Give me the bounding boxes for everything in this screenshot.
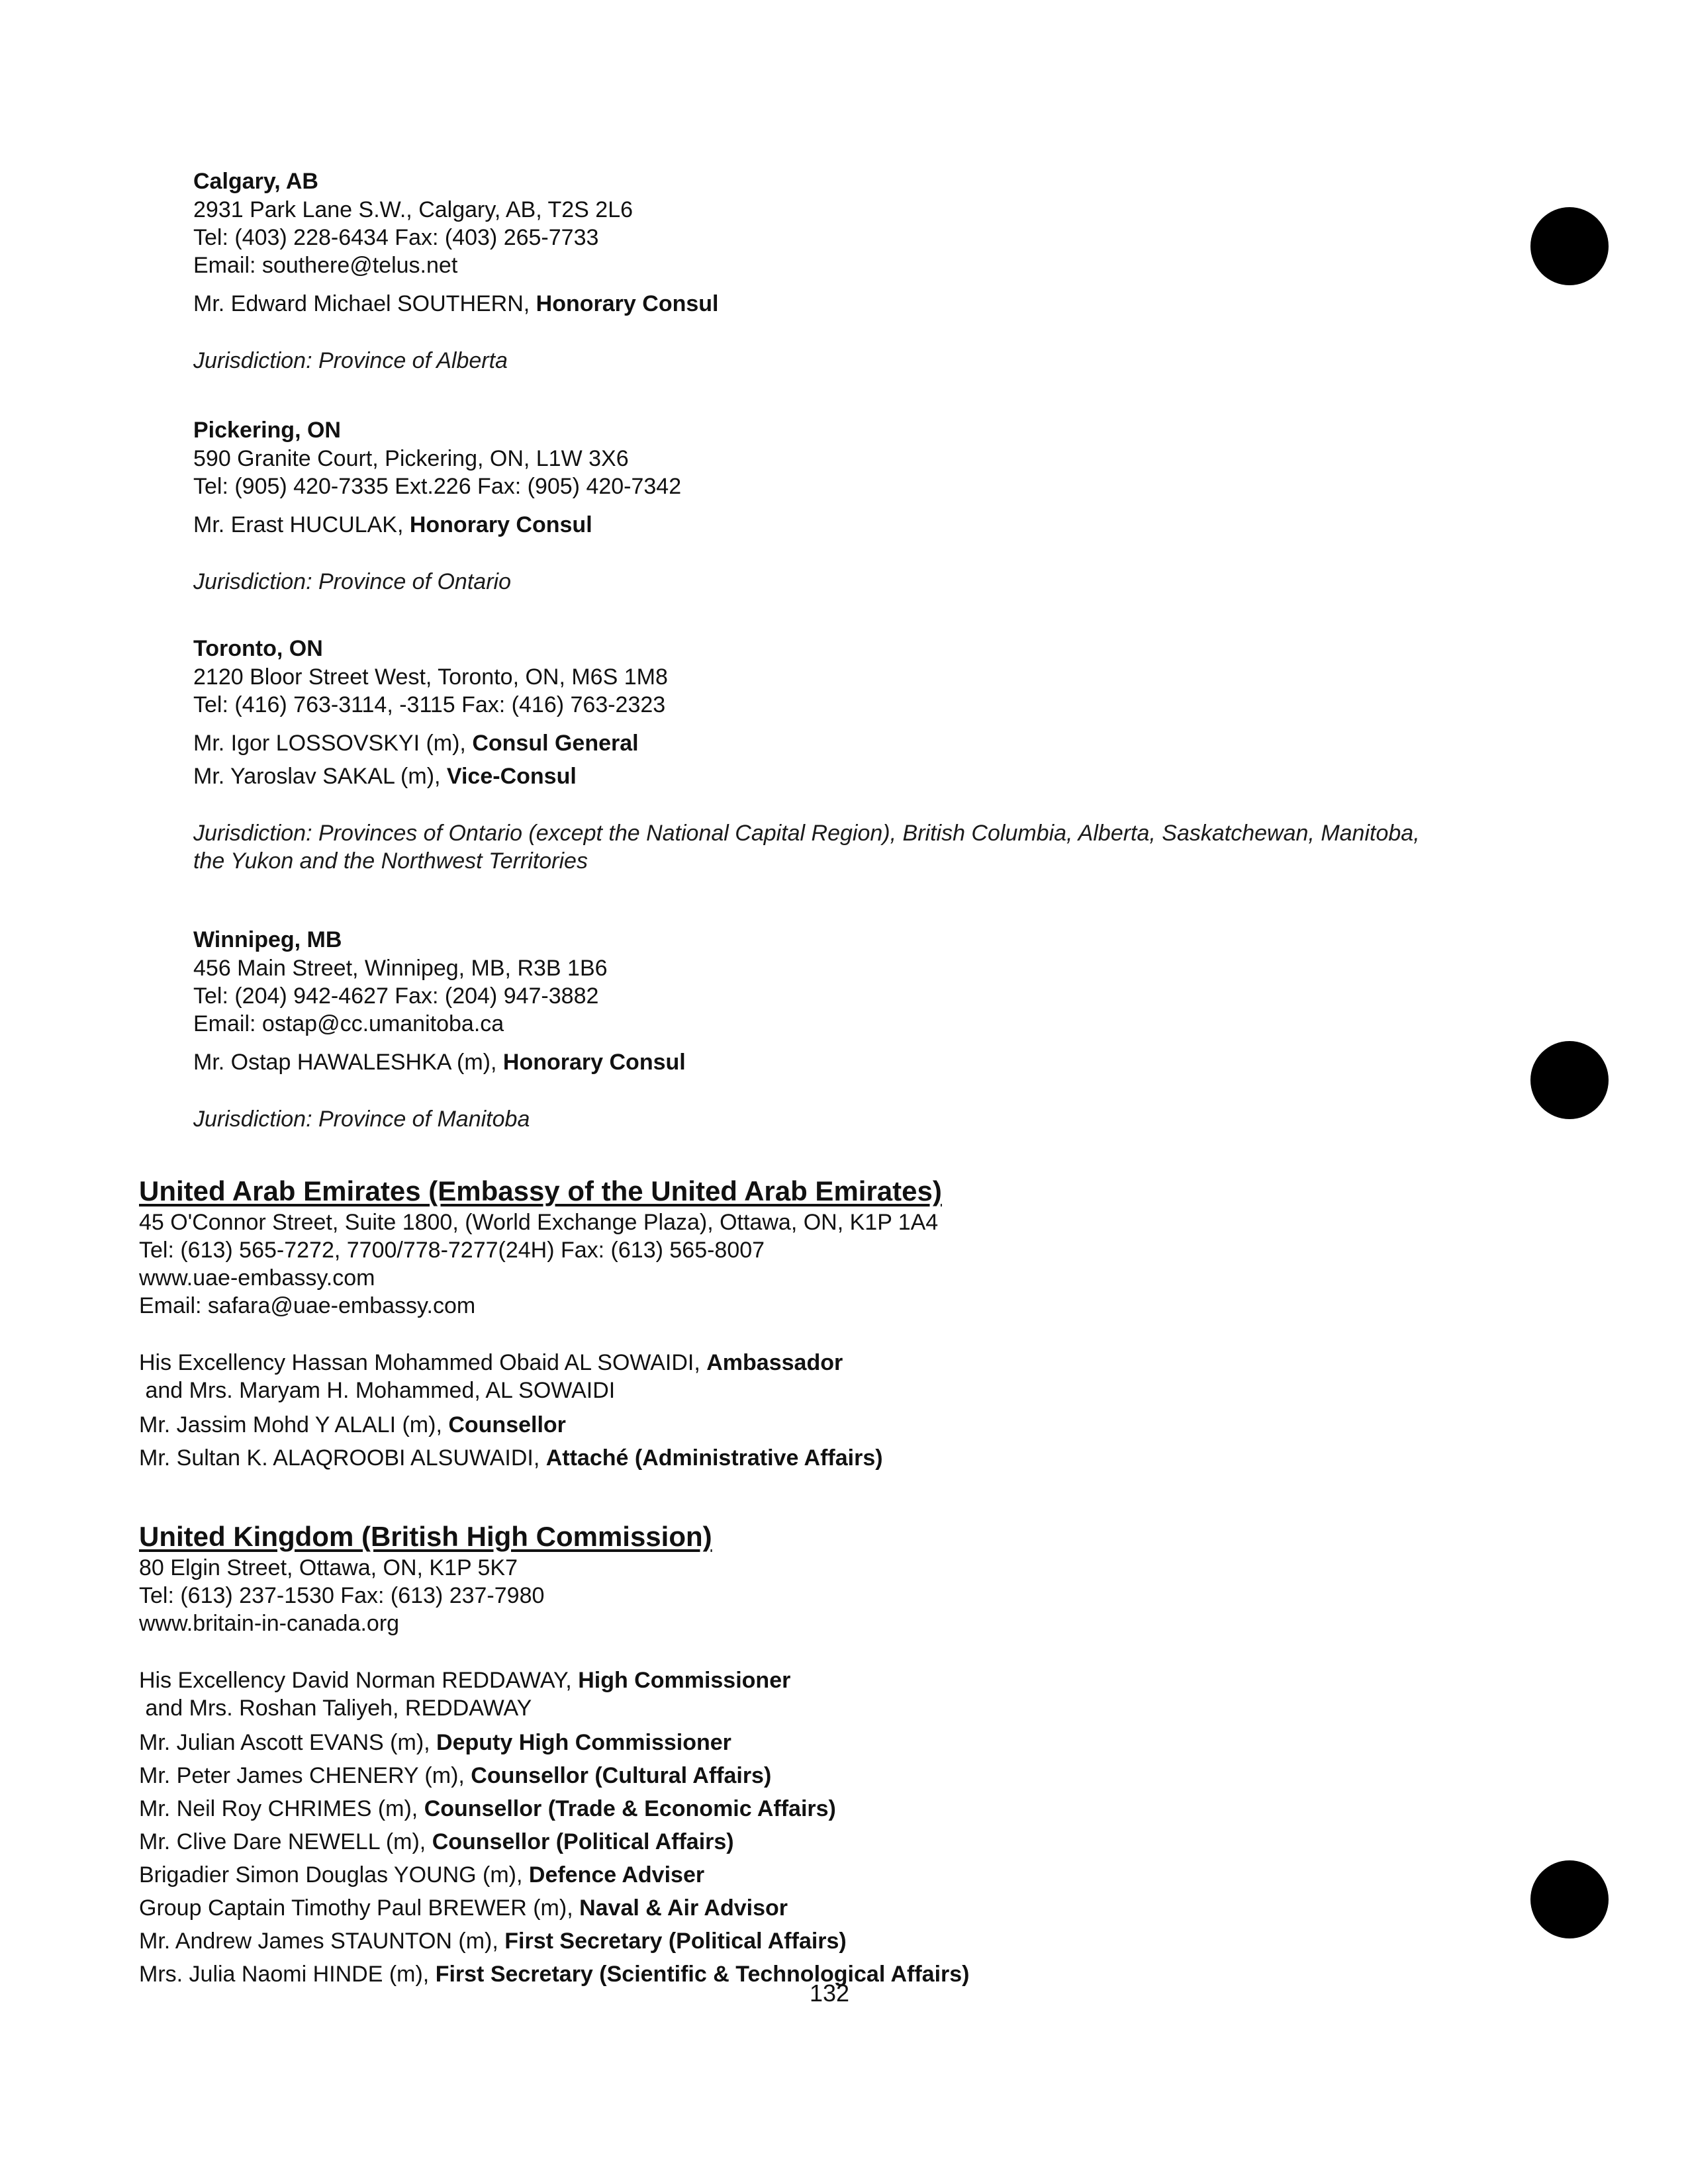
address-line: 45 O'Connor Street, Suite 1800, (World Exchange Plaza), Ottawa, ON, K1P 1A4 — [139, 1210, 939, 1235]
phone-line: Tel: (403) 228-6434 Fax: (403) 265-7733 — [193, 225, 599, 250]
person-title: Counsellor — [448, 1412, 566, 1437]
person-title: Consul General — [472, 731, 639, 756]
address-line: 2931 Park Lane S.W., Calgary, AB, T2S 2L6 — [193, 197, 633, 222]
person-name: Mr. Julian Ascott EVANS (m), — [139, 1730, 437, 1755]
person-name: Mrs. Julia Naomi HINDE (m), — [139, 1962, 436, 1987]
head-of-mission — [139, 1666, 1529, 1694]
person-entry — [139, 1925, 1529, 1958]
phone-line: Tel: (613) 565-7272, 7700/778-7277(24H) Fax: (613) 565-8007 — [139, 1238, 765, 1263]
email-line: Email: safara@uae-embassy.com — [139, 1293, 476, 1318]
phone-line: Tel: (905) 420-7335 Ext.226 Fax: (905) 420-7342 — [193, 474, 682, 499]
person-title: First Secretary (Scientific & Technological Affairs) — [435, 1962, 970, 1987]
person-title: Deputy High Commissioner — [436, 1730, 731, 1755]
person-name: Brigadier Simon Douglas YOUNG (m), — [139, 1862, 529, 1888]
country-heading: United Kingdom (British High Commission) — [139, 1521, 712, 1552]
person-title: High Commissioner — [578, 1668, 791, 1693]
person-entry — [193, 508, 1517, 541]
person-name: Mr. Andrew James STAUNTON (m), — [139, 1929, 505, 1954]
person-entry — [139, 1726, 1529, 1759]
person-name: Mr. Ostap HAWALESHKA (m), — [193, 1050, 503, 1075]
person-name: Mr. Yaroslav SAKAL (m), — [193, 764, 447, 789]
spouse-line: and Mrs. Maryam H. Mohammed, AL SOWAIDI — [139, 1378, 616, 1403]
jurisdiction-note: Jurisdiction: Province of Alberta — [193, 348, 508, 373]
page-number: 132 — [810, 1979, 850, 2007]
person-name: Mr. Edward Michael SOUTHERN, — [193, 291, 536, 316]
person-title: Ambassador — [706, 1350, 843, 1375]
person-name: Mr. Peter James CHENERY (m), — [139, 1763, 471, 1788]
person-name: Mr. Neil Roy CHRIMES (m), — [139, 1796, 424, 1821]
person-entry — [139, 1891, 1529, 1925]
consulate-toronto — [193, 634, 1517, 875]
person-name: Mr. Clive Dare NEWELL (m), — [139, 1829, 432, 1854]
country-uk — [139, 1520, 1529, 1991]
person-entry — [193, 287, 1517, 320]
person-entry — [139, 1441, 1529, 1475]
jurisdiction-note: Jurisdiction: Provinces of Ontario (except the National Capital Region), British Columbia, Alberta, Saskatchewan, Manitoba, the Yukon and the Northwest Territories — [193, 821, 1420, 874]
person-title: Defence Adviser — [528, 1862, 705, 1888]
person-title: Honorary Consul — [502, 1050, 686, 1075]
address-line: 456 Main Street, Winnipeg, MB, R3B 1B6 — [193, 956, 608, 981]
email-line: Email: southere@telus.net — [193, 253, 458, 278]
website-line: www.britain-in-canada.org — [139, 1611, 400, 1636]
consulate-calgary — [193, 167, 1517, 375]
phone-line: Tel: (416) 763-3114, -3115 Fax: (416) 763-2323 — [193, 692, 666, 717]
person-title: Honorary Consul — [409, 512, 592, 537]
punch-hole-middle — [1530, 1041, 1609, 1119]
person-name: Mr. Erast HUCULAK, — [193, 512, 410, 537]
jurisdiction-note: Jurisdiction: Province of Manitoba — [193, 1107, 530, 1132]
person-entry — [193, 727, 1517, 760]
person-title: Attaché (Administrative Affairs) — [545, 1445, 883, 1471]
consulate-city: Toronto, ON — [193, 636, 323, 661]
person-name: Group Captain Timothy Paul BREWER (m), — [139, 1895, 580, 1921]
person-title: Counsellor (Cultural Affairs) — [471, 1763, 772, 1788]
person-title: Honorary Consul — [536, 291, 719, 316]
country-heading: United Arab Emirates (Embassy of the United Arab Emirates) — [139, 1175, 942, 1206]
person-title: First Secretary (Political Affairs) — [504, 1929, 847, 1954]
spouse-line: and Mrs. Roshan Taliyeh, REDDAWAY — [139, 1696, 532, 1721]
person-name: His Excellency David Norman REDDAWAY, — [139, 1668, 579, 1693]
consulate-pickering — [193, 416, 1517, 596]
country-uae — [139, 1174, 1529, 1475]
address-line: 2120 Bloor Street West, Toronto, ON, M6S 1M8 — [193, 664, 668, 690]
person-name: Mr. Sultan K. ALAQROOBI ALSUWAIDI, — [139, 1445, 546, 1471]
person-entry — [193, 1046, 1517, 1079]
head-of-mission — [139, 1349, 1529, 1377]
email-line: Email: ostap@cc.umanitoba.ca — [193, 1011, 504, 1036]
person-entry — [139, 1858, 1529, 1891]
person-entry — [139, 1759, 1529, 1792]
address-line: 80 Elgin Street, Ottawa, ON, K1P 5K7 — [139, 1555, 518, 1580]
punch-hole-top — [1530, 207, 1609, 285]
person-entry — [139, 1825, 1529, 1858]
consulate-city: Winnipeg, MB — [193, 927, 342, 952]
person-entry — [139, 1792, 1529, 1825]
person-title: Counsellor (Trade & Economic Affairs) — [424, 1796, 836, 1821]
website-line: www.uae-embassy.com — [139, 1265, 375, 1291]
person-entry — [139, 1408, 1529, 1441]
person-title: Counsellor (Political Affairs) — [432, 1829, 734, 1854]
consulate-city: Calgary, AB — [193, 169, 318, 194]
person-title: Vice-Consul — [446, 764, 577, 789]
phone-line: Tel: (613) 237-1530 Fax: (613) 237-7980 — [139, 1583, 545, 1608]
consulate-winnipeg — [193, 925, 1517, 1133]
consulate-city: Pickering, ON — [193, 418, 341, 443]
person-entry — [193, 760, 1517, 793]
person-name: Mr. Igor LOSSOVSKYI (m), — [193, 731, 473, 756]
person-name: Mr. Jassim Mohd Y ALALI (m), — [139, 1412, 449, 1437]
person-title: Naval & Air Advisor — [579, 1895, 788, 1921]
punch-hole-bottom — [1530, 1860, 1609, 1938]
phone-line: Tel: (204) 942-4627 Fax: (204) 947-3882 — [193, 983, 599, 1009]
address-line: 590 Granite Court, Pickering, ON, L1W 3X6 — [193, 446, 629, 471]
person-name: His Excellency Hassan Mohammed Obaid AL SOWAIDI, — [139, 1350, 707, 1375]
jurisdiction-note: Jurisdiction: Province of Ontario — [193, 569, 511, 594]
